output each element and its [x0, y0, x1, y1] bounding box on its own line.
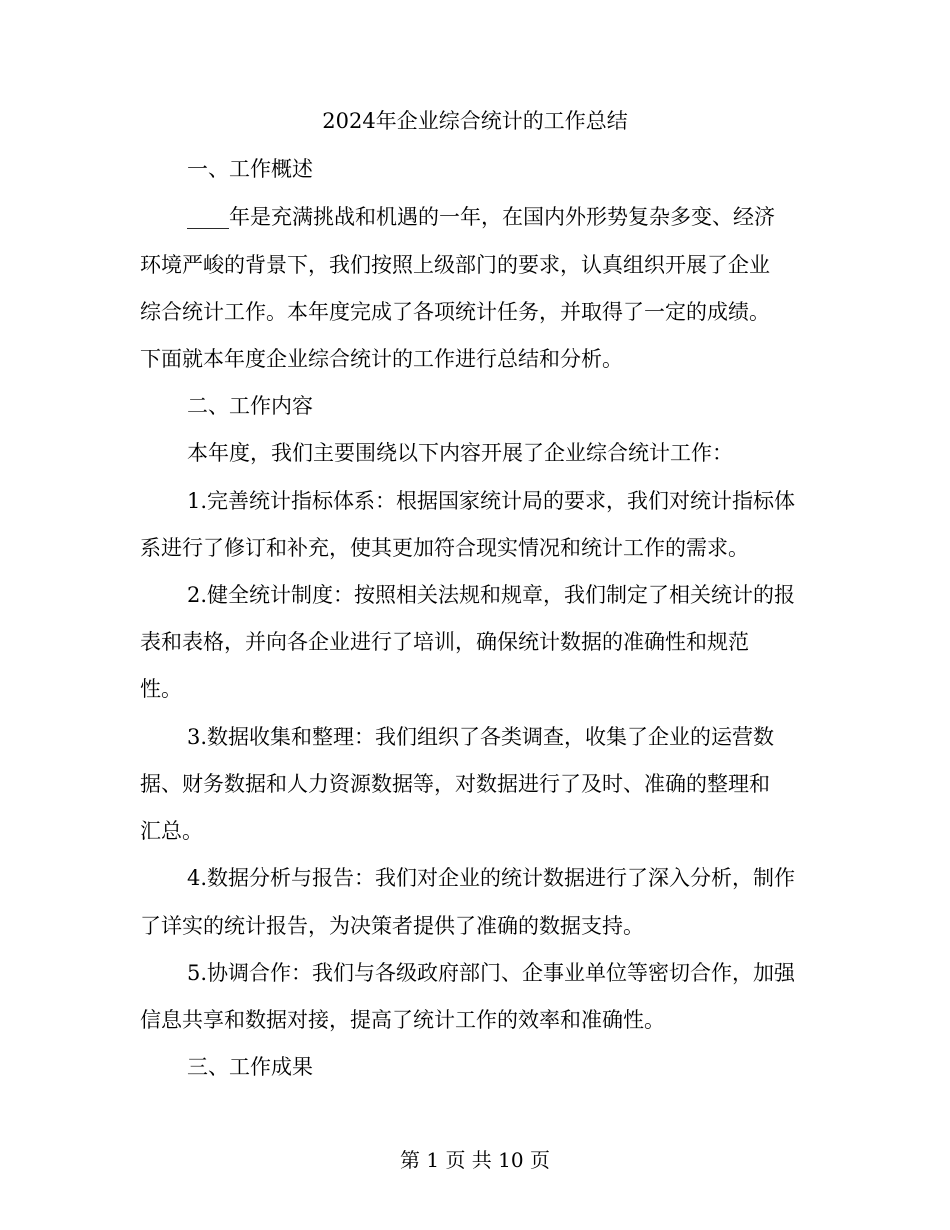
list-item-line: 表和表格，并向各企业进行了培训，确保统计数据的准确性和规范	[140, 630, 749, 654]
list-item-line: 据、财务数据和人力资源数据等，对数据进行了及时、准确的整理和	[140, 772, 770, 796]
list-item-line: 性。	[140, 677, 182, 701]
paragraph-line: 环境严峻的背景下，我们按照上级部门的要求，认真组织开展了企业	[140, 253, 770, 277]
list-item-line: 了详实的统计报告，为决策者提供了准确的数据支持。	[140, 914, 644, 938]
list-item-line: 系进行了修订和补充，使其更加符合现实情况和统计工作的需求。	[140, 536, 749, 560]
paragraph-line: 本年度，我们主要围绕以下内容开展了企业综合统计工作：	[187, 441, 733, 465]
document-title: 2024年企业综合统计的工作总结	[322, 109, 628, 133]
list-item-line: 2.健全统计制度：按照相关法规和规章，我们制定了相关统计的报	[187, 583, 796, 607]
list-item-line: 1.完善统计指标体系：根据国家统计局的要求，我们对统计指标体	[187, 489, 796, 513]
paragraph-line: 综合统计工作。本年度完成了各项统计任务，并取得了一定的成绩。	[140, 300, 770, 324]
section-heading-content: 二、工作内容	[187, 394, 313, 418]
list-item-line: 汇总。	[140, 819, 203, 843]
paragraph-line: 下面就本年度企业综合统计的工作进行总结和分析。	[140, 347, 623, 371]
list-item-line: 4.数据分析与报告：我们对企业的统计数据进行了深入分析，制作	[187, 866, 796, 890]
paragraph-line: ____年是充满挑战和机遇的一年，在国内外形势复杂多变、经济	[187, 205, 775, 229]
section-heading-overview: 一、工作概述	[187, 157, 313, 181]
list-item-line: 3.数据收集和整理：我们组织了各类调查，收集了企业的运营数	[187, 725, 775, 749]
page-number: 第 1 页 共 10 页	[400, 1148, 550, 1172]
section-heading-results: 三、工作成果	[187, 1055, 313, 1079]
list-item-line: 信息共享和数据对接，提高了统计工作的效率和准确性。	[140, 1008, 665, 1032]
list-item-line: 5.协调合作：我们与各级政府部门、企事业单位等密切合作，加强	[187, 961, 796, 985]
